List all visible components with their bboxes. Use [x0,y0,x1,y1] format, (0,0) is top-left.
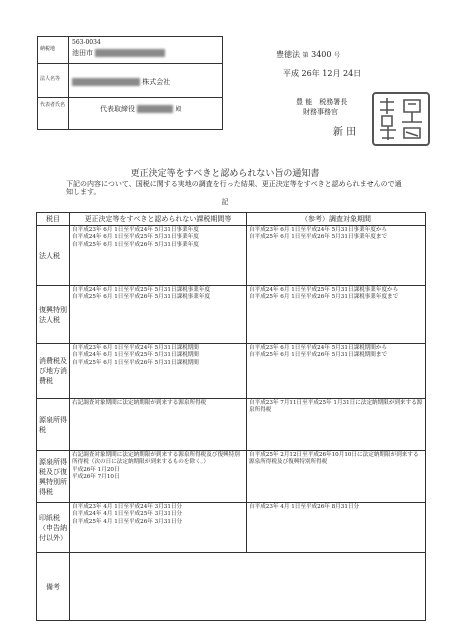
reference-cell: 自平成23年 6月 1日至平成24年 5月31日課税期間から 自平成25年 6月 1日至平成26年 5月31日課税期間まで [247,344,426,399]
issuer-name: 新 田 [333,127,357,138]
period-cell: 右記調査対象期間に法定納期限が到来する源泉所得税及び復興特別所得税（次の日に法定納期限が到来するものを除く。） 平成26年 1月20日 平成26年 7月10日 [70,451,247,503]
address-value: 池田市 [72,49,165,57]
redacted-block [72,78,140,86]
table-row [37,451,426,503]
header-tax: 税目 [37,213,70,226]
reference-cell: 自平成23年 4月 1日至平成26年 8月31日分 [247,503,426,553]
reference-cell: 自平成23年 6月 1日至平成24年 5月31日事業年度から 自平成25年 6月 1日至平成26年 5月31日事業年度まで [247,226,426,286]
table-row [37,399,426,451]
table-row [37,286,426,344]
tax-name: 復興特別法人税 [37,286,70,344]
tax-name: 法人税 [37,226,70,286]
period-cell: 右記調査対象期間に法定納期限が到来する源泉所得税 [70,399,247,451]
redacted-block [95,49,165,57]
reference-cell: 自平成24年 6月 1日至平成25年 5月31日課税事業年度から 自平成25年 6月 1日至平成26年 5月31日課税事業年度まで [247,286,426,344]
redacted-block [137,105,173,113]
tax-name: 印紙税（申告納付以外） [37,503,70,553]
reference-cell: 自平成25年 2月12日至平成26年10月10日に法定納期限が到来する源泉所得税及び復興特別所得税 [247,451,426,503]
document-number: 豊徳法 第 3400 号 [276,50,341,59]
header-periods: 更正決定等をすべきと認められない課税期間等 [70,213,247,226]
tax-name: 源泉所得税 [37,399,70,451]
postal-code: 563-0034 [72,39,101,46]
remarks-label: 備考 [37,553,70,621]
issuer-rank: 財務事務官 [303,108,338,116]
period-cell: 自平成23年 6月 1日至平成24年 5月31日課税期間 自平成24年 6月 1日至平成25年 5月31日課税期間 自平成25年 6月 1日至平成26年 5月31日課税期間 [70,344,247,399]
tax-table [36,212,426,621]
table-row [37,344,426,399]
company-name: 株式会社 [72,78,170,86]
document-title: 更正決定等をすべきと認められない旨の通知書 [130,169,320,179]
issuer-title: 豊 能 税務署長 [296,98,348,106]
rep-label: 代表者氏名 [40,102,66,108]
period-cell: 自平成24年 6月 1日至平成25年 5月31日課税事業年度 自平成25年 6月 1日至平成26年 5月31日課税事業年度 [70,286,247,344]
table-row [37,503,426,553]
ki-mark: 記 [221,198,229,206]
header-reference: （参考）調査対象期間 [247,213,426,226]
intro-text: 下記の内容について、国税に関する実地の調査を行った結果、更正決定等をすべきと認められませんので通知します。 [66,180,402,197]
name-label: 法人名等 [40,76,61,82]
table-row [37,226,426,286]
table-header-row [37,213,426,226]
reference-cell: 自平成23年 7月11日至平成25年 1月31日に法定納期限が到来する源泉所得税 [247,399,426,451]
addressee-box [37,36,223,130]
remarks-row [37,553,426,621]
representative: 代表取締役 殿 [100,105,182,113]
period-cell: 自平成23年 4月 1日至平成24年 3月31日分 自平成24年 4月 1日至平成25年 3月31日分 自平成25年 4月 1日至平成26年 3月31日分 [70,503,247,553]
tax-name: 消費税及び地方消費税 [37,344,70,399]
seal-glyph-icon [374,94,428,144]
remarks-cell [70,553,426,621]
period-cell: 自平成23年 6月 1日至平成24年 5月31日事業年度 自平成24年 6月 1日至平成25年 5月31日事業年度 自平成25年 6月 1日至平成26年 5月31日事業年度 [70,226,247,286]
address-label: 納税地 [40,46,56,52]
tax-name: 源泉所得税及び復興特別所得税 [37,451,70,503]
document-date: 平成 26年 12月 24日 [283,69,362,78]
official-seal [372,92,430,146]
